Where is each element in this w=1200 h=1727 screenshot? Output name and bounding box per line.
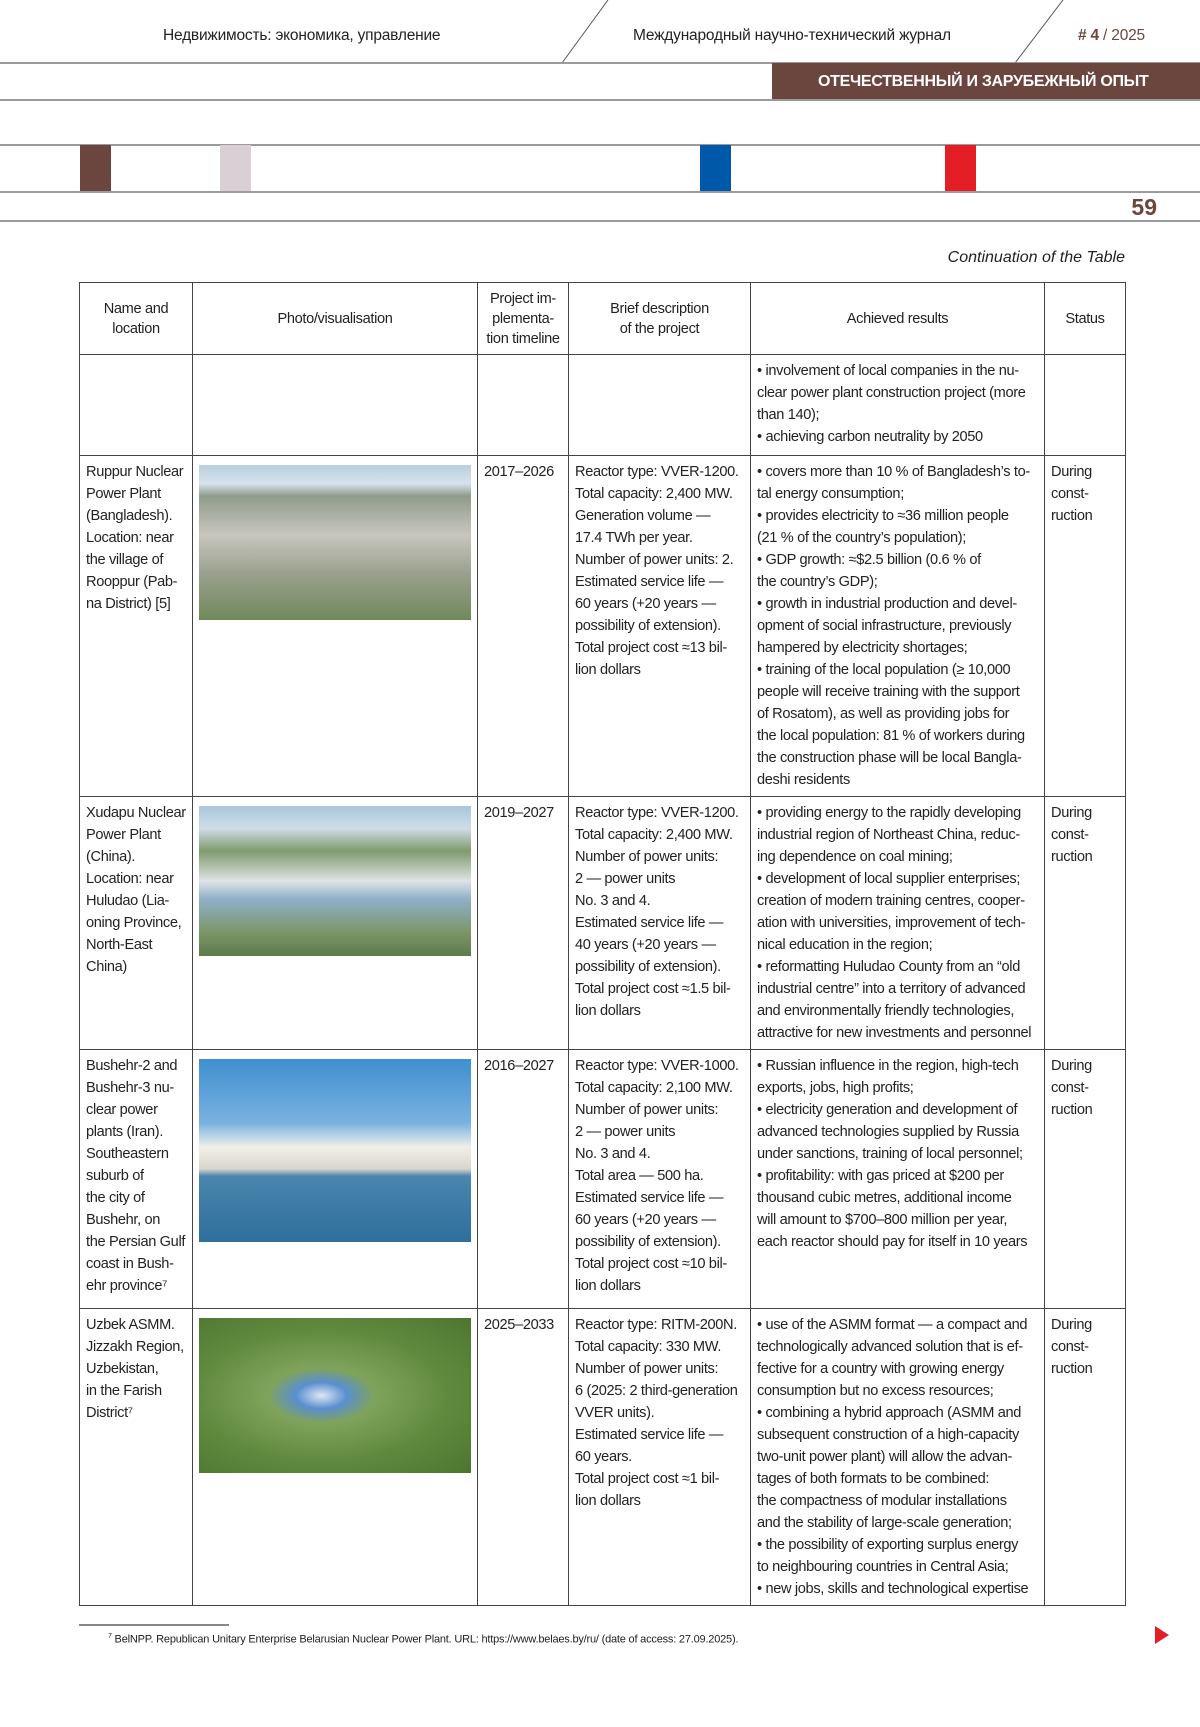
journal-subtitle: Международный научно-технический журнал <box>633 27 951 44</box>
divider <box>0 220 1200 222</box>
table-row <box>80 797 1126 1050</box>
issue-year: / 2025 <box>1098 27 1145 44</box>
footnote-text: BelNPP. Republican Unitary Enterprise Belarusian Nuclear Power Plant. URL: https://www.belaes.by/ru/ (date of access: 27.09.2025). <box>111 1633 739 1646</box>
issue-number: # 4 <box>1078 27 1099 44</box>
status-cell: During const- ruction <box>1045 1050 1126 1309</box>
header-dividers <box>0 0 1200 70</box>
asmm-visualisation <box>199 1318 471 1473</box>
journal-title: Недвижимость: экономика, управление <box>163 27 441 44</box>
divider <box>0 144 1200 146</box>
section-banner: ОТЕЧЕСТВЕННЫЙ И ЗАРУБЕЖНЫЙ ОПЫТ <box>772 63 1200 100</box>
next-page-arrow-icon <box>1155 1626 1169 1644</box>
description-cell: Reactor type: RITM-200N. Total capacity: 330 MW. Number of power units: 6 (2025: 2 third-generation VVER units). Estimated service life — 60 years. Total project cost ≈1 bil- lion dollars <box>569 1309 751 1606</box>
status-cell: During const- ruction <box>1045 456 1126 797</box>
name-cell: Ruppur Nuclear Power Plant (Bangladesh). Location: near the village of Rooppur (Pab- na District) [5] <box>80 456 193 797</box>
results-cell: • covers more than 10 % of Bangladesh’s to- tal energy consumption; • provides electricity to ≈36 million people (21 % of the country’s population); • GDP growth: ≈$2.5 billion (0.6 % of the country’s GDP); • growth in industrial production and devel- opment of social infrastructure, previously hampered by electricity shortages; • training of the local population (≥ 10,000 people will receive training with the support of Rosatom), as well as providing jobs for the local population: 81 % of workers during the construction phase will be local Bangla- deshi residents <box>751 456 1045 797</box>
name-cell: Bushehr-2 and Bushehr-3 nu- clear power plants (Iran). Southeastern suburb of the city of Bushehr, on the Persian Gulf coast in Bush- ehr province⁷ <box>80 1050 193 1309</box>
footnote-divider <box>79 1624 229 1626</box>
color-bar-blue <box>700 145 731 192</box>
column-header: Name and location <box>80 283 193 355</box>
timeline-cell: 2025–2033 <box>478 1309 569 1606</box>
description-cell: Reactor type: VVER-1200. Total capacity: 2,400 MW. Number of power units: 2 — power units No. 3 and 4. Estimated service life — 40 years (+20 years — possibility of extension). Total project cost ≈1.5 bil- lion dollars <box>569 797 751 1050</box>
column-header: Brief description of the project <box>569 283 751 355</box>
table-row <box>80 1309 1126 1606</box>
projects-table <box>79 282 1126 1606</box>
description-cell: Reactor type: VVER-1000. Total capacity: 2,100 MW. Number of power units: 2 — power units No. 3 and 4. Total area — 500 ha. Estimated service life — 60 years (+20 years — possibility of extension). Total project cost ≈10 bil- lion dollars <box>569 1050 751 1309</box>
name-cell: Uzbek ASMM. Jizzakh Region, Uzbekistan, in the Farish District⁷ <box>80 1309 193 1606</box>
color-bar-brown <box>80 145 111 192</box>
construction-site-photo <box>199 465 471 620</box>
column-header: Status <box>1045 283 1126 355</box>
coastal-plant-photo <box>199 1059 471 1242</box>
table-row <box>80 456 1126 797</box>
divider <box>0 99 1200 101</box>
color-bar-light <box>220 145 251 192</box>
page-number: 59 <box>1131 194 1157 220</box>
name-cell: Xudapu Nuclear Power Plant (China). Location: near Huludao (Lia- oning Province, North-East China) <box>80 797 193 1050</box>
results-cell: • involvement of local companies in the nu- clear power plant construction project (more than 140); • achieving carbon neutrality by 2050 <box>751 355 1045 456</box>
divider <box>0 191 1200 193</box>
footnote <box>108 1633 738 1646</box>
timeline-cell: 2017–2026 <box>478 456 569 797</box>
status-cell: During const- ruction <box>1045 1309 1126 1606</box>
table-row <box>80 355 1126 456</box>
timeline-cell: 2016–2027 <box>478 1050 569 1309</box>
status-cell: During const- ruction <box>1045 797 1126 1050</box>
results-cell: • providing energy to the rapidly developing industrial region of Northeast China, reduc- ing dependence on coal mining; • development of local supplier enterprises; creation of modern training centres, cooper- ation with universities, improvement of tech- nical education in the region; • reformatting Huludao County from an “old industrial centre” into a territory of advanced and environmentally friendly technologies, attractive for new investments and personnel <box>751 797 1045 1050</box>
column-header: Achieved results <box>751 283 1045 355</box>
table-row <box>80 1050 1126 1309</box>
timeline-cell: 2019–2027 <box>478 797 569 1050</box>
column-header: Project im- plementa- tion timeline <box>478 283 569 355</box>
table-caption: Continuation of the Table <box>947 249 1125 266</box>
column-header: Photo/visualisation <box>193 283 478 355</box>
color-bar-red <box>945 145 976 192</box>
results-cell: • Russian influence in the region, high-tech exports, jobs, high profits; • electricity generation and development of advanced technologies supplied by Russia under sanctions, training of local personnel; • profitability: with gas priced at $200 per thousand cubic metres, additional income will amount to $700–800 million per year, each reactor should pay for itself in 10 years <box>751 1050 1045 1309</box>
plant-visualisation <box>199 806 471 956</box>
results-cell: • use of the ASMM format — a compact and technologically advanced solution that is ef- fective for a country with growing energy consumption but no excess resources; • combining a hybrid approach (ASMM and subsequent construction of a high-capacity two-unit power plant) will allow the advan- tages of both formats to be combined: the compactness of modular installations and the stability of large-scale generation; • the possibility of exporting surplus energy to neighbouring countries in Central Asia; • new jobs, skills and technological expertise <box>751 1309 1045 1606</box>
footnote-marker: 7 <box>108 1633 112 1640</box>
description-cell: Reactor type: VVER-1200. Total capacity: 2,400 MW. Generation volume — 17.4 TWh per year. Number of power units: 2. Estimated service life — 60 years (+20 years — possibility of extension). Total project cost ≈13 bil- lion dollars <box>569 456 751 797</box>
table-header-row <box>80 283 1126 355</box>
